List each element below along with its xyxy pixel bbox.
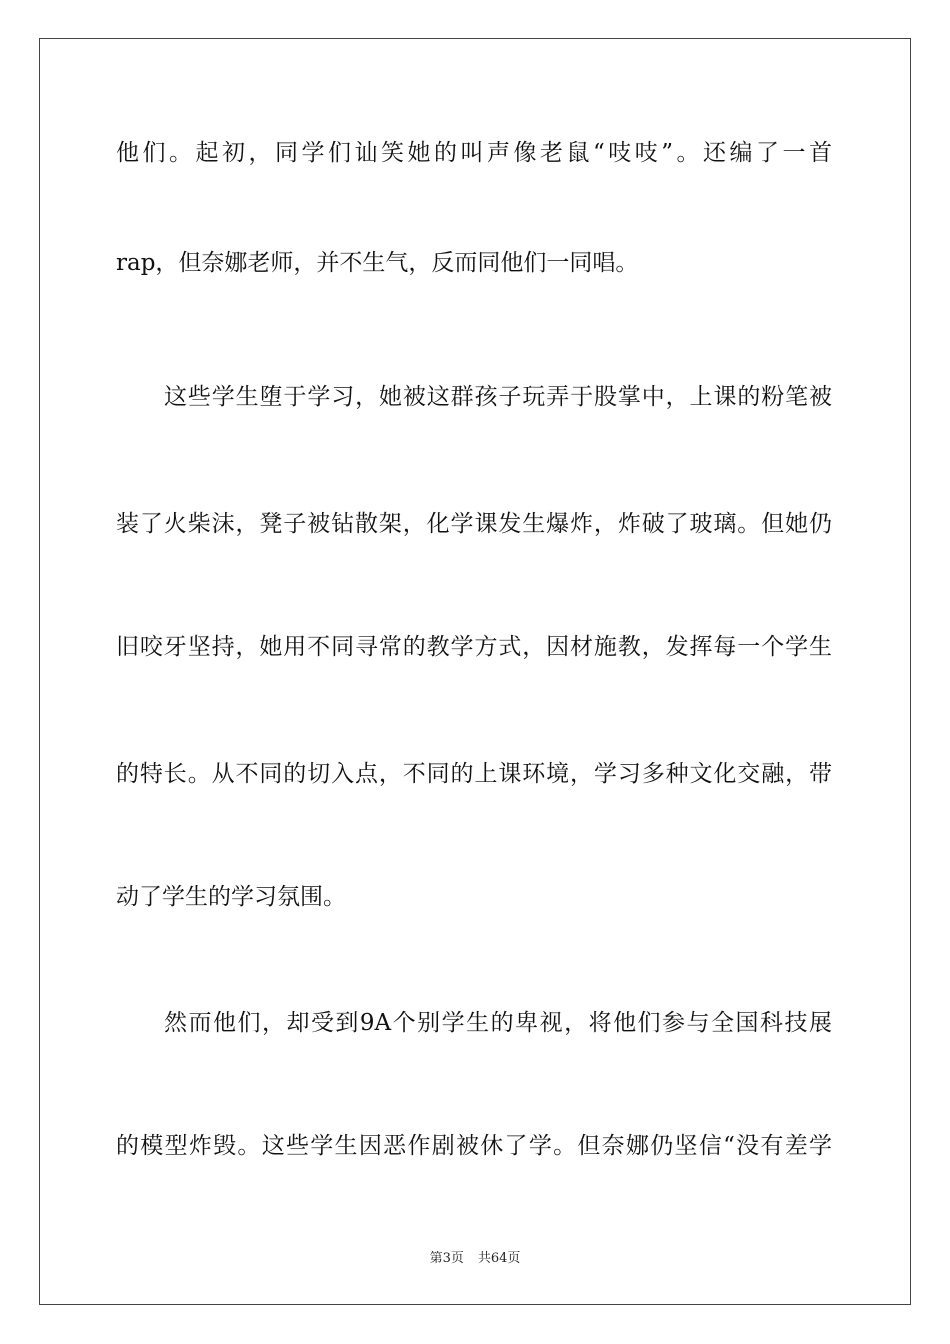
text-line-1: 他们。起初，同学们讪笑她的叫声像老鼠“吱吱”。还编了一首 xyxy=(116,140,832,166)
text-line-9: 的模型炸毁。这些学生因恶作剧被休了学。但奈娜仍坚信“没有差学 xyxy=(116,1133,832,1159)
text-line-4: 装了火柴沫，凳子被钻散架，化学课发生爆炸，炸破了玻璃。但她仍 xyxy=(116,511,832,537)
text-line-2: rap，但奈娜老师，并不生气，反而同他们一同唱。 xyxy=(116,250,639,276)
text-line-7: 动了学生的学习氛围。 xyxy=(116,884,346,910)
page-border xyxy=(39,38,911,1305)
page-number: 第3页 xyxy=(429,1251,464,1266)
page-footer xyxy=(0,1247,950,1266)
text-line-5: 旧咬牙坚持，她用不同寻常的教学方式，因材施教，发挥每一个学生 xyxy=(116,634,832,660)
text-line-3: 这些学生堕于学习，她被这群孩子玩弄于股掌中，上课的粉笔被 xyxy=(164,384,832,410)
page-total: 共64页 xyxy=(477,1251,521,1266)
text-line-8: 然而他们，却受到9A个别学生的卑视，将他们参与全国科技展 xyxy=(164,1010,832,1036)
text-line-6: 的特长。从不同的切入点，不同的上课环境，学习多种文化交融，带 xyxy=(116,761,832,787)
